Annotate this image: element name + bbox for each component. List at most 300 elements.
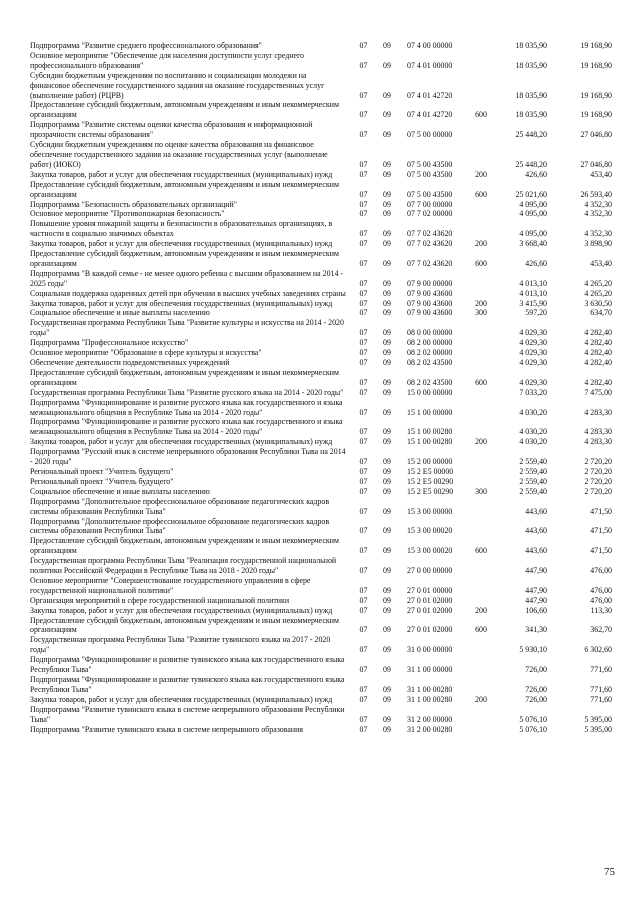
amount-first-year: 25 448,20 xyxy=(515,130,547,140)
expense-type-code xyxy=(470,51,492,71)
amount-first-year: 4 029,30 xyxy=(519,358,547,367)
expense-type-code xyxy=(470,318,492,338)
amount-second-year: 3 898,90 xyxy=(584,239,612,249)
ministry-code: 07 xyxy=(359,387,368,397)
table-row xyxy=(30,308,612,318)
amount-second-year: 19 168,90 xyxy=(580,90,612,100)
amount-second-year: 634,70 xyxy=(590,308,612,318)
table-row xyxy=(30,398,612,418)
expense-type-code xyxy=(470,576,492,596)
amount-second-year: 2 720,20 xyxy=(584,466,612,476)
section-code: 09 xyxy=(383,288,391,298)
section-code: 09 xyxy=(383,457,391,467)
expense-type-code: 200 xyxy=(475,239,487,249)
section-code: 09 xyxy=(383,209,391,219)
target-article-code: 08 2 02 43500 xyxy=(407,377,453,387)
target-article-code: 31 1 00 00000 xyxy=(407,665,453,675)
amount-first-year: 447,90 xyxy=(525,585,547,595)
target-article-code: 07 9 00 43600 xyxy=(407,288,453,298)
row-name: Предоставление субсидий бюджетным, автономным учреждениям и иным некоммерческим организациям xyxy=(30,249,339,268)
ministry-code: 07 xyxy=(359,546,368,556)
table-row xyxy=(30,219,612,239)
target-article-code: 15 3 00 00020 xyxy=(407,526,453,536)
row-name: Предоставление субсидий бюджетным, автономным учреждениям и иным некоммерческим организациям xyxy=(30,100,339,120)
section-code: 09 xyxy=(383,407,391,417)
target-article-code: 07 4 00 00000 xyxy=(407,41,453,50)
section-code: 09 xyxy=(383,41,391,50)
section-code: 09 xyxy=(383,724,391,734)
row-name: Подпрограмма "Профессиональное искусство" xyxy=(30,338,189,348)
table-row xyxy=(30,655,612,675)
section-code: 09 xyxy=(383,278,391,288)
target-article-code: 27 0 01 02000 xyxy=(407,625,453,635)
ministry-code: 07 xyxy=(359,684,368,694)
section-code: 09 xyxy=(383,298,391,308)
amount-second-year: 2 720,20 xyxy=(584,457,612,467)
table-row xyxy=(30,675,612,695)
section-code: 09 xyxy=(383,437,391,447)
ministry-code: 07 xyxy=(359,457,368,467)
amount-first-year: 443,60 xyxy=(525,526,547,536)
ministry-code: 07 xyxy=(359,585,368,595)
section-code: 09 xyxy=(383,427,391,437)
target-article-code: 27 0 01 02000 xyxy=(407,605,453,615)
expense-type-code xyxy=(470,398,492,418)
target-article-code: 31 1 00 00280 xyxy=(407,684,453,694)
row-name: Региональный проект "Учитель будущего" xyxy=(30,466,174,476)
table-row xyxy=(30,209,612,219)
target-article-code: 15 3 00 00000 xyxy=(407,506,453,516)
expense-type-code xyxy=(470,705,492,725)
table-row xyxy=(30,249,612,269)
amount-second-year: 362,70 xyxy=(590,625,612,635)
section-code: 09 xyxy=(383,328,391,338)
ministry-code: 07 xyxy=(359,298,368,308)
amount-first-year: 4 029,30 xyxy=(519,377,547,387)
row-name: Повышение уровня пожарной защиты и безопасности в образовательных организациях, в частности в социально значимых объектах xyxy=(30,219,333,239)
section-code: 09 xyxy=(383,546,391,556)
amount-first-year: 2 559,40 xyxy=(519,486,547,496)
row-name: Подпрограмма "Функционирование и развитие тувинского языка как государственного языка Республики Тыва" xyxy=(30,675,345,694)
expense-type-code: 600 xyxy=(475,625,487,635)
target-article-code: 07 9 00 00000 xyxy=(407,278,453,288)
ministry-code: 07 xyxy=(359,486,368,496)
table-row xyxy=(30,200,612,210)
ministry-code: 07 xyxy=(359,288,368,298)
row-name: Подпрограмма "Функционирование и развитие русского языка как государственного и языка межнационального общения в Республике Тыва на 2014 - 2020 годы" xyxy=(30,417,343,437)
ministry-code: 07 xyxy=(359,645,368,655)
amount-first-year: 4 095,00 xyxy=(519,199,547,209)
row-name: Государственная программа Республики Тыва "Развитие русского языка на 2014 - 2020 годы" xyxy=(30,387,344,397)
target-article-code: 07 4 01 42720 xyxy=(407,110,453,120)
amount-first-year: 4 030,20 xyxy=(519,437,547,447)
table-row xyxy=(30,41,612,51)
amount-second-year: 7 475,00 xyxy=(584,387,612,397)
table-row xyxy=(30,358,612,368)
table-row xyxy=(30,388,612,398)
target-article-code: 08 2 02 00000 xyxy=(407,348,453,358)
table-row xyxy=(30,467,612,477)
amount-first-year: 4 030,20 xyxy=(519,427,547,437)
amount-second-year: 4 283,30 xyxy=(584,437,612,447)
section-code: 09 xyxy=(383,684,391,694)
table-row xyxy=(30,596,612,606)
expense-type-code xyxy=(470,675,492,695)
expense-type-code xyxy=(470,417,492,437)
budget-table-body xyxy=(30,41,612,734)
row-name: Закупка товаров, работ и услуг для обеспечения государственных (муниципальных) нужд xyxy=(30,169,333,179)
table-row xyxy=(30,447,612,467)
amount-second-year: 476,00 xyxy=(590,595,612,605)
page-number: 75 xyxy=(604,866,615,878)
ministry-code: 07 xyxy=(359,358,368,367)
amount-first-year: 2 559,40 xyxy=(519,476,547,486)
expense-type-code xyxy=(470,209,492,219)
target-article-code: 07 9 00 43600 xyxy=(407,298,453,308)
table-row xyxy=(30,180,612,200)
target-article-code: 07 7 02 43620 xyxy=(407,229,453,239)
expense-type-code: 600 xyxy=(475,110,487,120)
table-row xyxy=(30,368,612,388)
amount-first-year: 2 559,40 xyxy=(519,457,547,467)
section-code: 09 xyxy=(383,476,391,486)
row-name: Закупка товаров, работ и услуг для обеспечения государственных (муниципальных) нужд xyxy=(30,298,333,308)
amount-second-year: 19 168,90 xyxy=(580,60,612,70)
amount-first-year: 3 415,90 xyxy=(519,298,547,308)
section-code: 09 xyxy=(383,110,391,120)
amount-first-year: 18 035,90 xyxy=(515,90,547,100)
amount-first-year: 4 013,10 xyxy=(519,288,547,298)
section-code: 09 xyxy=(383,625,391,635)
amount-first-year: 726,00 xyxy=(525,665,547,675)
ministry-code: 07 xyxy=(359,130,368,140)
expense-type-code xyxy=(470,289,492,299)
row-name: Подпрограмма "Развитие системы оценки качества образования и информационной прозрачности системы образования" xyxy=(30,120,313,140)
target-article-code: 15 2 E5 00290 xyxy=(407,486,454,496)
table-row xyxy=(30,348,612,358)
target-article-code: 15 1 00 00000 xyxy=(407,407,453,417)
amount-first-year: 4 030,20 xyxy=(519,407,547,417)
expense-type-code: 300 xyxy=(475,308,487,318)
table-row xyxy=(30,269,612,289)
row-name: Государственная программа Республики Тыва "Развитие культуры и искусства на 2014 - 2020 годы" xyxy=(30,318,344,338)
amount-second-year: 4 265,20 xyxy=(584,288,612,298)
target-article-code: 15 2 E5 00000 xyxy=(407,466,454,476)
amount-first-year: 3 668,40 xyxy=(519,239,547,249)
section-code: 09 xyxy=(383,189,391,199)
section-code: 09 xyxy=(383,387,391,397)
expense-type-code xyxy=(470,358,492,368)
amount-second-year: 5 395,00 xyxy=(584,724,612,734)
row-name: Закупка товаров, работ и услуг для обеспечения государственных (муниципальных) нужд xyxy=(30,694,333,704)
ministry-code: 07 xyxy=(359,258,368,268)
target-article-code: 15 3 00 00020 xyxy=(407,546,453,556)
section-code: 09 xyxy=(383,377,391,387)
ministry-code: 07 xyxy=(359,110,368,120)
ministry-code: 07 xyxy=(359,526,368,536)
table-row xyxy=(30,635,612,655)
table-row xyxy=(30,289,612,299)
amount-first-year: 4 095,00 xyxy=(519,209,547,219)
ministry-code: 07 xyxy=(359,714,368,724)
ministry-code: 07 xyxy=(359,338,368,348)
section-code: 09 xyxy=(383,665,391,675)
row-name: Социальное обеспечение и иные выплаты населению xyxy=(30,486,210,496)
ministry-code: 07 xyxy=(359,159,368,169)
expense-type-code xyxy=(470,388,492,398)
amount-second-year: 27 046,80 xyxy=(580,159,612,169)
ministry-code: 07 xyxy=(359,694,368,704)
target-article-code: 07 4 01 00000 xyxy=(407,60,453,70)
amount-second-year: 26 593,40 xyxy=(580,189,612,199)
table-row xyxy=(30,120,612,140)
ministry-code: 07 xyxy=(359,278,368,288)
amount-second-year: 771,60 xyxy=(590,684,612,694)
section-code: 09 xyxy=(383,348,391,358)
table-row xyxy=(30,51,612,71)
section-code: 09 xyxy=(383,199,391,209)
ministry-code: 07 xyxy=(359,41,368,50)
table-row xyxy=(30,239,612,249)
ministry-code: 07 xyxy=(359,437,368,447)
amount-first-year: 2 559,40 xyxy=(519,466,547,476)
row-name: Подпрограмма "Развитие среднего профессионального образования" xyxy=(30,41,262,50)
expense-type-code xyxy=(470,635,492,655)
table-row xyxy=(30,299,612,309)
expense-type-code xyxy=(470,556,492,576)
amount-second-year: 453,40 xyxy=(590,169,612,179)
target-article-code: 31 2 00 00280 xyxy=(407,724,453,734)
amount-first-year: 443,60 xyxy=(525,546,547,556)
section-code: 09 xyxy=(383,605,391,615)
table-row xyxy=(30,100,612,120)
row-name: Региональный проект "Учитель будущего" xyxy=(30,476,174,486)
expense-type-code xyxy=(470,517,492,537)
amount-first-year: 597,20 xyxy=(525,308,547,318)
row-name: Основное мероприятие "Обеспечение для населения доступности услуг среднего профессионального образования" xyxy=(30,50,304,70)
amount-first-year: 18 035,90 xyxy=(515,41,547,50)
expense-type-code: 200 xyxy=(475,298,487,308)
expense-type-code xyxy=(470,447,492,467)
amount-first-year: 25 021,60 xyxy=(515,189,547,199)
amount-first-year: 447,90 xyxy=(525,595,547,605)
ministry-code: 07 xyxy=(359,506,368,516)
section-code: 09 xyxy=(383,595,391,605)
expense-type-code: 600 xyxy=(475,189,487,199)
section-code: 09 xyxy=(383,308,391,318)
amount-first-year: 5 076,10 xyxy=(519,724,547,734)
amount-first-year: 18 035,90 xyxy=(515,110,547,120)
section-code: 09 xyxy=(383,239,391,249)
table-row xyxy=(30,705,612,725)
ministry-code: 07 xyxy=(359,229,368,239)
section-code: 09 xyxy=(383,258,391,268)
amount-first-year: 4 029,30 xyxy=(519,338,547,348)
expense-type-code xyxy=(470,655,492,675)
amount-second-year: 453,40 xyxy=(590,258,612,268)
amount-first-year: 4 029,30 xyxy=(519,348,547,358)
section-code: 09 xyxy=(383,585,391,595)
row-name: Подпрограмма "Безопасность образовательных организаций" xyxy=(30,199,237,209)
target-article-code: 15 1 00 00280 xyxy=(407,437,453,447)
ministry-code: 07 xyxy=(359,566,368,576)
table-row xyxy=(30,437,612,447)
amount-first-year: 7 033,20 xyxy=(519,387,547,397)
target-article-code: 08 0 00 00000 xyxy=(407,328,453,338)
amount-second-year: 3 630,50 xyxy=(584,298,612,308)
table-row xyxy=(30,536,612,556)
target-article-code: 08 2 02 43500 xyxy=(407,358,453,367)
ministry-code: 07 xyxy=(359,595,368,605)
section-code: 09 xyxy=(383,60,391,70)
amount-first-year: 726,00 xyxy=(525,694,547,704)
expense-type-code xyxy=(470,219,492,239)
table-row xyxy=(30,140,612,170)
ministry-code: 07 xyxy=(359,239,368,249)
table-row xyxy=(30,477,612,487)
section-code: 09 xyxy=(383,566,391,576)
amount-second-year: 476,00 xyxy=(590,585,612,595)
budget-table xyxy=(30,41,612,734)
expense-type-code xyxy=(470,477,492,487)
ministry-code: 07 xyxy=(359,189,368,199)
table-row xyxy=(30,71,612,101)
amount-first-year: 106,60 xyxy=(525,605,547,615)
target-article-code: 15 2 E5 00290 xyxy=(407,476,454,486)
section-code: 09 xyxy=(383,694,391,704)
table-row xyxy=(30,695,612,705)
section-code: 09 xyxy=(383,338,391,348)
row-name: Подпрограмма "Развитие тувинского языка в системе непрерывного образования Республики Тыва" xyxy=(30,704,345,724)
table-row xyxy=(30,417,612,437)
expense-type-code xyxy=(470,497,492,517)
table-row xyxy=(30,318,612,338)
row-name: Подпрограмма "В каждой семье - не менее одного ребенка с высшим образованием на 2014 - 2025 годы" xyxy=(30,268,344,288)
amount-second-year: 471,50 xyxy=(590,546,612,556)
row-name: Государственная программа Республики Тыва "Реализация государственной национальной политики Российской Федерации в Республике Тыва на 2018 - 2020 годы" xyxy=(30,556,337,576)
amount-second-year: 771,60 xyxy=(590,694,612,704)
row-name: Закупка товаров, работ и услуг для обеспечения государственных (муниципальных) нужд xyxy=(30,437,333,447)
target-article-code: 07 9 00 43600 xyxy=(407,308,453,318)
amount-second-year: 2 720,20 xyxy=(584,486,612,496)
expense-type-code xyxy=(470,596,492,606)
amount-first-year: 25 448,20 xyxy=(515,159,547,169)
ministry-code: 07 xyxy=(359,427,368,437)
row-name: Субсидии бюджетным учреждениям по оценке качества образования на финансовое обеспечение государственного задания на оказание государственных услуг (выполнение работ) (ИОКО) xyxy=(30,140,328,169)
expense-type-code: 300 xyxy=(475,486,487,496)
ministry-code: 07 xyxy=(359,169,368,179)
section-code: 09 xyxy=(383,506,391,516)
target-article-code: 07 7 02 43620 xyxy=(407,239,453,249)
ministry-code: 07 xyxy=(359,377,368,387)
section-code: 09 xyxy=(383,526,391,536)
amount-first-year: 426,60 xyxy=(525,258,547,268)
amount-first-year: 4 013,10 xyxy=(519,278,547,288)
expense-type-code xyxy=(470,200,492,210)
amount-second-year: 113,30 xyxy=(590,605,612,615)
target-article-code: 27 0 01 02000 xyxy=(407,595,453,605)
target-article-code: 07 7 02 00000 xyxy=(407,209,453,219)
ministry-code: 07 xyxy=(359,466,368,476)
expense-type-code xyxy=(470,467,492,477)
row-name: Предоставление субсидий бюджетным, автономным учреждениям и иным некоммерческим организациям xyxy=(30,536,339,556)
amount-first-year: 341,30 xyxy=(525,625,547,635)
row-name: Подпрограмма "Русский язык в системе непрерывного образования Республики Тыва на 2014 - 2020 годы" xyxy=(30,447,346,467)
amount-first-year: 447,90 xyxy=(525,566,547,576)
amount-second-year: 4 283,30 xyxy=(584,427,612,437)
expense-type-code: 600 xyxy=(475,258,487,268)
ministry-code: 07 xyxy=(359,605,368,615)
row-name: Подпрограмма "Функционирование и развитие тувинского языка как государственного языка Республики Тыва" xyxy=(30,655,345,675)
ministry-code: 07 xyxy=(359,665,368,675)
amount-second-year: 471,50 xyxy=(590,506,612,516)
section-code: 09 xyxy=(383,486,391,496)
expense-type-code: 600 xyxy=(475,377,487,387)
amount-second-year: 4 282,40 xyxy=(584,338,612,348)
section-code: 09 xyxy=(383,90,391,100)
target-article-code: 08 2 00 00000 xyxy=(407,338,453,348)
target-article-code: 07 5 00 43500 xyxy=(407,189,453,199)
row-name: Предоставление субсидий бюджетным, автономным учреждениям и иным некоммерческим организациям xyxy=(30,615,339,635)
amount-second-year: 471,50 xyxy=(590,526,612,536)
row-name: Закупка товаров, работ и услуг для обеспечения государственных (муниципальных) нужд xyxy=(30,605,333,615)
amount-second-year: 4 265,20 xyxy=(584,278,612,288)
row-name: Социальная поддержка одаренных детей при обучении в высших учебных заведениях страны xyxy=(30,288,346,298)
row-name: Подпрограмма "Развитие тувинского языка в системе непрерывного образования xyxy=(30,724,303,734)
target-article-code: 15 1 00 00280 xyxy=(407,427,453,437)
row-name: Основное мероприятие "Образование в сфере культуры и искусства" xyxy=(30,348,262,358)
amount-first-year: 5 930,10 xyxy=(519,645,547,655)
amount-first-year: 426,60 xyxy=(525,169,547,179)
row-name: Организация мероприятий в сфере государственной национальной политики xyxy=(30,595,290,605)
table-row xyxy=(30,576,612,596)
amount-second-year: 19 168,90 xyxy=(580,110,612,120)
table-row xyxy=(30,517,612,537)
expense-type-code: 200 xyxy=(475,437,487,447)
table-row xyxy=(30,606,612,616)
ministry-code: 07 xyxy=(359,348,368,358)
table-row xyxy=(30,556,612,576)
expense-type-code xyxy=(470,338,492,348)
section-code: 09 xyxy=(383,130,391,140)
ministry-code: 07 xyxy=(359,625,368,635)
target-article-code: 27 0 00 00000 xyxy=(407,566,453,576)
ministry-code: 07 xyxy=(359,209,368,219)
ministry-code: 07 xyxy=(359,476,368,486)
amount-first-year: 5 076,10 xyxy=(519,714,547,724)
section-code: 09 xyxy=(383,229,391,239)
row-name: Подпрограмма "Дополнительное профессиональное образование педагогических кадров системы образования Республики Тыва" xyxy=(30,496,330,516)
amount-first-year: 443,60 xyxy=(525,506,547,516)
target-article-code: 31 0 00 00000 xyxy=(407,645,453,655)
expense-type-code xyxy=(470,348,492,358)
ministry-code: 07 xyxy=(359,90,368,100)
row-name: Предоставление субсидий бюджетным, автономным учреждениям и иным некоммерческим организациям xyxy=(30,367,339,387)
expense-type-code xyxy=(470,140,492,170)
row-name: Субсидии бюджетным учреждениям по воспитанию и социализации молодежи на финансовое обеспечение государственного задания на оказание государственных услуг (выполнение работ) (РЦРВ) xyxy=(30,70,325,100)
table-row xyxy=(30,497,612,517)
ministry-code: 07 xyxy=(359,328,368,338)
expense-type-code: 200 xyxy=(475,605,487,615)
target-article-code: 07 7 00 00000 xyxy=(407,199,453,209)
target-article-code: 07 4 01 42720 xyxy=(407,90,453,100)
section-code: 09 xyxy=(383,466,391,476)
section-code: 09 xyxy=(383,169,391,179)
amount-first-year: 18 035,90 xyxy=(515,60,547,70)
target-article-code: 07 5 00 43500 xyxy=(407,159,453,169)
expense-type-code: 600 xyxy=(475,546,487,556)
target-article-code: 07 5 00 43500 xyxy=(407,169,453,179)
